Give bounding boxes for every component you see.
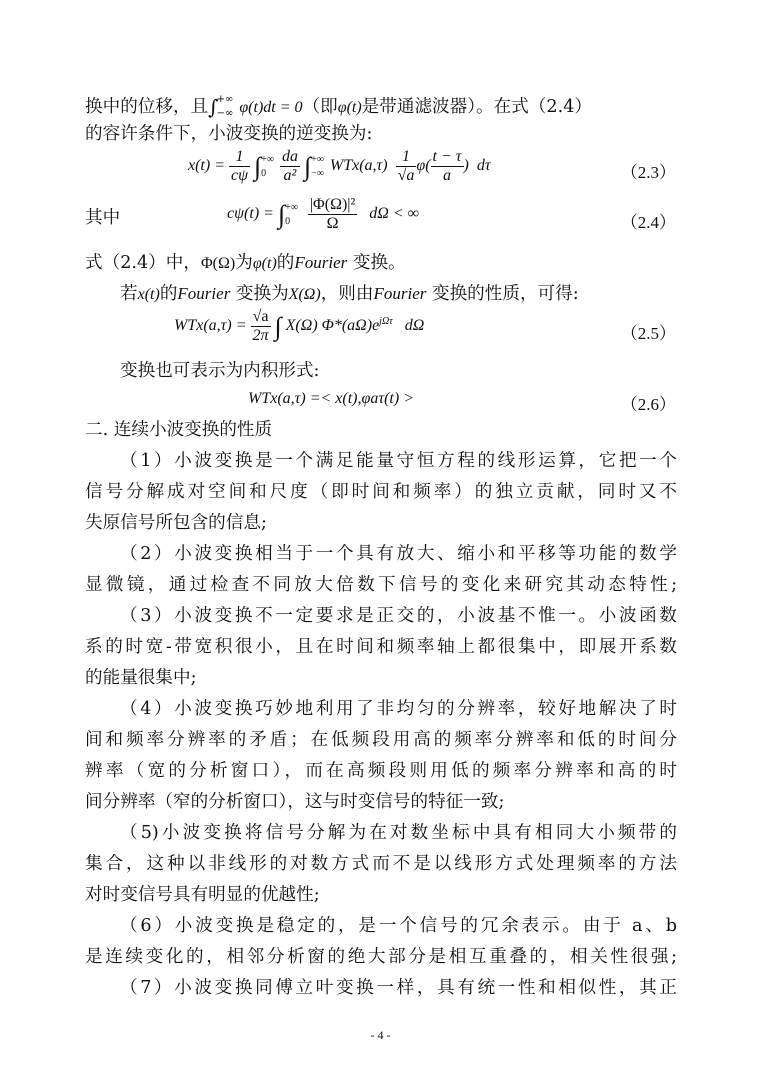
text-line: 式（2.4）中，Φ(Ω)为φ(t)的Fourier 变换。 bbox=[85, 253, 406, 273]
paragraph-line: 间分辨率（窄的分析窗口），这与时变信号的特征一致; bbox=[85, 792, 505, 812]
paragraph-line: 集合，这种以非线形的对数方式而不是以线形方式处理频率的方法 bbox=[85, 854, 677, 874]
section-heading: 二. 连续小波变换的性质 bbox=[85, 420, 273, 440]
text-line: 若x(t)的Fourier 变换为X(Ω)，则由Fourier 变换的性质，可得: bbox=[120, 284, 579, 304]
equation-2-5: WTx(a,τ) = $\frac{√a}{2\pi}$ ∫ X(Ω) $\Phi*(a\Omega)e^{j\Omega\tau}$ dΩ bbox=[174, 308, 425, 344]
text-line bbox=[85, 93, 677, 121]
fraction: $\frac{t - \tau}{a}$ bbox=[432, 148, 462, 184]
paragraph-line: 显微镜，通过检查不同放大倍数下信号的变化来研究其动态特性; bbox=[85, 575, 677, 595]
text-run: （即 bbox=[302, 97, 338, 117]
fraction: $\frac{1}{√a}$ bbox=[397, 148, 415, 184]
equation-number: （2.6） bbox=[620, 395, 676, 414]
inline-math: φ(t)dt = 0 bbox=[239, 99, 303, 116]
page-number: - 4 - bbox=[370, 1028, 391, 1042]
paragraph-line: 对时变信号具有明显的优越性; bbox=[85, 885, 320, 905]
fraction: $\frac{√a}{2\pi}$ bbox=[252, 308, 269, 344]
inline-math: φ(t) bbox=[337, 99, 362, 116]
paragraph-line: 辨率（宽的分析窗口），而在高频段则用低的频率分辨率和高的时 bbox=[85, 761, 677, 781]
paragraph-line: 间和频率分辨率的矛盾；在低频段用高的频率分辨率和低的时间分 bbox=[85, 730, 677, 750]
paragraph-line: （2）小波变换相当于一个具有放大、缩小和平移等功能的数学 bbox=[120, 544, 677, 564]
equation-number: （2.5） bbox=[620, 324, 676, 343]
paragraph-line: （1）小波变换是一个满足能量守恒方程的线形运算，它把一个 bbox=[120, 451, 677, 471]
paragraph-line: （4）小波变换巧妙地利用了非均匀的分辨率，较好地解决了时 bbox=[120, 699, 677, 719]
paragraph-line: 失原信号所包含的信息; bbox=[85, 513, 267, 533]
equation-2-6: WTx(a,τ) =< x(t),φaτ(t) > bbox=[248, 390, 414, 407]
paragraph-line: 系的时宽-带宽积很小，且在时间和频率轴上都很集中，即展开系数 bbox=[85, 637, 677, 657]
paragraph-line: 信号分解成对空间和尺度（即时间和频率）的独立贡献，同时又不 bbox=[85, 482, 677, 502]
integral-limits: +∞ −∞ bbox=[216, 94, 234, 119]
equation-2-3: x(t) = $\frac{1}{c\psi}$ ∫ +∞ 0 $\frac{da}{\text{a²}}$ ∫ +∞ −∞ WTx(a,τ) $\frac{1}{√a}$ φ( $\frac{t - \tau}{a}$ ) dτ bbox=[188, 148, 491, 184]
text-line: 的容许条件下，小波变换的逆变换为: bbox=[85, 124, 373, 144]
text-line: 其中 bbox=[85, 208, 121, 228]
text-run: 换中的位移，且 bbox=[85, 97, 209, 117]
fraction: $\frac{da}{\text{a²}}$ bbox=[281, 148, 298, 184]
equation-number: （2.4） bbox=[620, 213, 676, 232]
paragraph-line: （3）小波变换不一定要求是正交的，小波基不惟一。小波函数 bbox=[120, 606, 677, 626]
equation-number: （2.3） bbox=[620, 163, 676, 182]
paragraph-line: 的能量很集中; bbox=[85, 668, 197, 688]
text-line: 变换也可表示为内积形式: bbox=[120, 361, 320, 381]
fraction: $\frac{1}{c\psi}$ bbox=[231, 148, 249, 184]
fraction: $\frac{\text{|Φ(Ω)|²}}{\Omega}$ bbox=[309, 196, 356, 232]
paragraph-line: （6）小波变换是稳定的，是一个信号的冗余表示。由于 a、b bbox=[120, 916, 677, 936]
equation-2-4: cψ(t) = ∫ +∞ 0 $\frac{\text{|Φ(Ω)|²}}{\Omega}$ dΩ < ∞ bbox=[227, 196, 420, 232]
text-run: 是带通滤波器）。在式（2.4） bbox=[361, 97, 592, 117]
integral-sign: ∫ bbox=[208, 95, 219, 119]
paragraph-line: （7）小波变换同傅立叶变换一样，具有统一性和相似性，其正 bbox=[120, 978, 677, 998]
paragraph-line: 是连续变化的，相邻分析窗的绝大部分是相互重叠的，相关性很强; bbox=[85, 947, 677, 967]
paragraph-line: （5)小波变换将信号分解为在对数坐标中具有相同大小频带的 bbox=[120, 823, 677, 843]
